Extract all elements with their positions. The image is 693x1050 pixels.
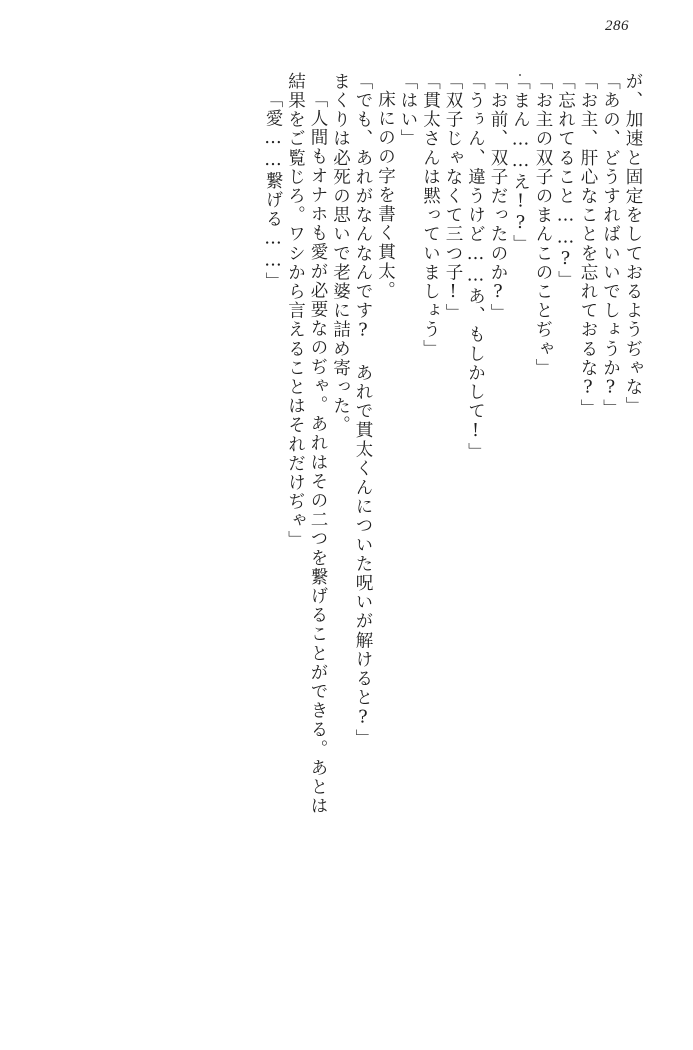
text-line: 「お主、肝心なことを忘れておるな?」 (578, 72, 598, 419)
text-line: 「うぅん、違うけど……あ、もしかして!」 (465, 72, 486, 462)
text-line: 「人間もオナホも愛が必要なのぢゃ。あれはその二つを繋げることができる。あとは (308, 90, 328, 816)
text-line: 「貫太さんは黙っていましょう」 (420, 72, 441, 359)
text-line: 「お主の双子のまんこのことぢゃ」 (533, 72, 553, 378)
text-line: 「お前、双子だったのか?」 (488, 72, 508, 323)
text-line: まくりは必死の思いで老婆に詰め寄った。 (330, 72, 351, 435)
page-number: 286 (605, 18, 629, 34)
text-line: が、加速と固定をしておるようぢゃな」 (623, 72, 643, 416)
text-line: 「でも、あれがなんなんです? あれで貫太くんについた呪いが解けると?」 (353, 72, 373, 748)
text-line: 「双子じゃなくて三つ子!」 (443, 72, 463, 323)
text-line: 「愛……繋げる……」 (263, 90, 283, 291)
text-line: 「忘れてること……?」 (555, 72, 576, 290)
text-line: 「あの、どうすればいいでしょうか?」 (600, 72, 621, 419)
text-line: 「まん……え!?」 (510, 72, 531, 254)
text-line: 結果をご覧じろ。ワシから言えることはそれだけぢゃ」 (285, 72, 306, 550)
vertical-text-body (61, 72, 641, 1002)
text-line: 「はい」 (398, 72, 418, 149)
text-line: 床にのの字を書く貫太。 (375, 90, 396, 301)
